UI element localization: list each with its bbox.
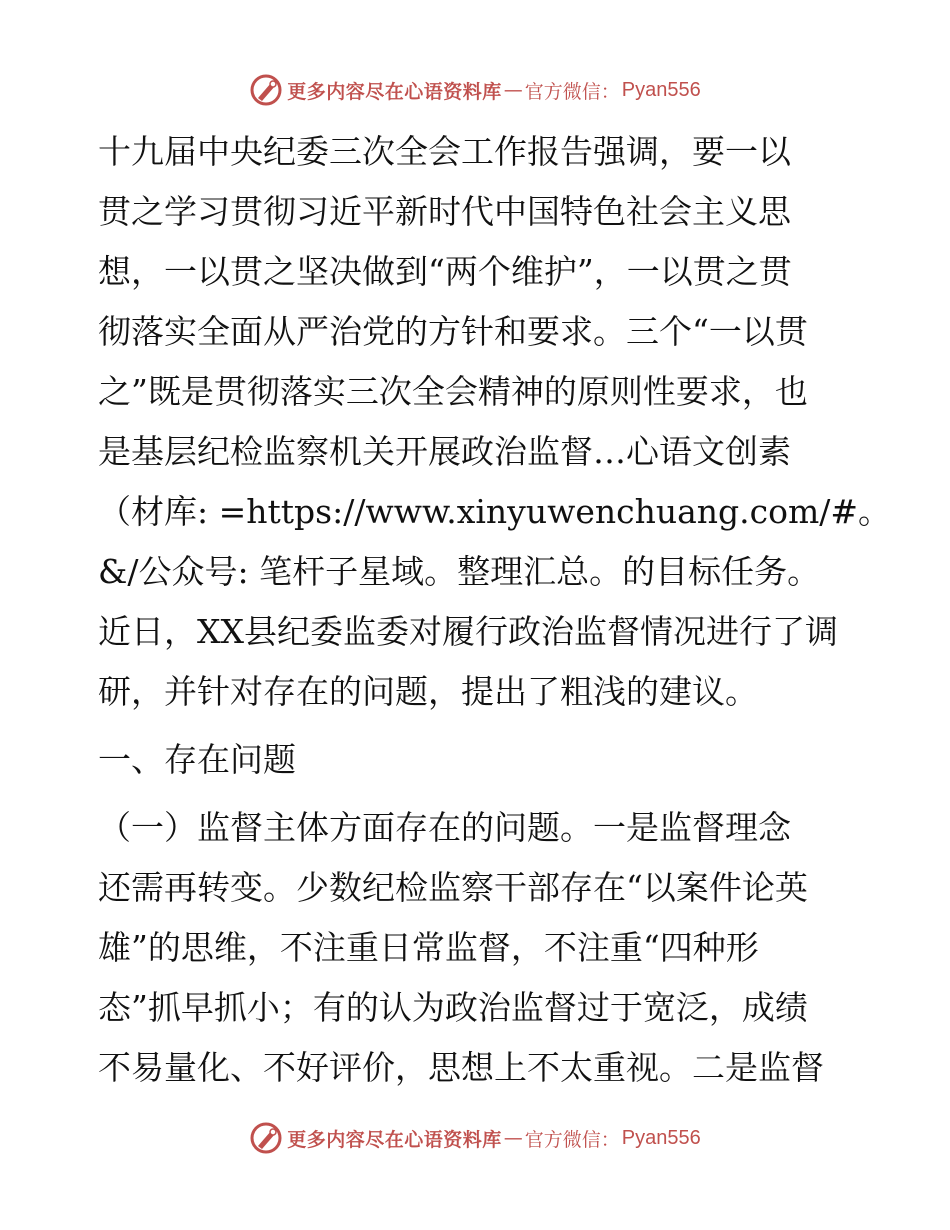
document-body xyxy=(98,122,892,1098)
pen-logo-icon xyxy=(249,1121,283,1155)
intro-paragraph xyxy=(98,122,892,722)
text-line: 不易量化、不好评价，思想上不太重视。二是监督 xyxy=(98,1048,824,1087)
text-line: &/公众号: 笔杆子星域。整理汇总。的目标任务。 xyxy=(98,552,821,591)
pen-logo-icon xyxy=(249,73,283,107)
section-paragraph xyxy=(98,798,858,1098)
banner-wechat-id: Pyan556 xyxy=(621,78,701,101)
banner-text: 更多内容尽在心语资料库 xyxy=(287,1128,502,1151)
banner-separator: — xyxy=(503,79,523,101)
text-line: 研，并针对存在的问题，提出了粗浅的建议。 xyxy=(98,672,758,711)
text-line: 还需再转变。少数纪检监察干部存在“以案件论英 xyxy=(98,868,808,907)
text-line: 是基层纪检监察机关开展政治监督…心语文创素 xyxy=(98,432,791,471)
footer-banner xyxy=(0,1118,950,1158)
banner-text: 更多内容尽在心语资料库 xyxy=(287,80,502,103)
text-line: 彻落实全面从严治党的方针和要求。三个“一以贯 xyxy=(98,312,808,351)
text-line: 贯之学习贯彻习近平新时代中国特色社会主义思 xyxy=(98,192,791,231)
banner-wechat-id: Pyan556 xyxy=(621,1126,701,1149)
text-line: （一）监督主体方面存在的问题。一是监督理念 xyxy=(98,808,791,847)
banner-separator: — xyxy=(503,1127,523,1149)
header-banner xyxy=(0,70,950,110)
text-line: 十九届中央纪委三次全会工作报告强调，要一以 xyxy=(98,132,791,171)
heading-text: 一、存在问题 xyxy=(98,740,296,779)
section-heading xyxy=(98,730,858,790)
banner-wechat-label: 官方微信： xyxy=(524,1128,620,1151)
text-line: 想，一以贯之坚决做到“两个维护”，一以贯之贯 xyxy=(98,252,792,291)
text-line: 雄”的思维，不注重日常监督，不注重“四种形 xyxy=(98,928,759,967)
text-line: 之”既是贯彻落实三次全会精神的原则性要求，也 xyxy=(98,372,808,411)
text-line: 近日，XX县纪委监委对履行政治监督情况进行了调 xyxy=(98,612,838,651)
text-line: 态”抓早抓小；有的认为政治监督过于宽泛，成绩 xyxy=(98,988,808,1027)
text-line: （材库: =https://www.xinyuwenchuang.com/#。 xyxy=(98,492,892,531)
banner-wechat-label: 官方微信： xyxy=(524,80,620,103)
